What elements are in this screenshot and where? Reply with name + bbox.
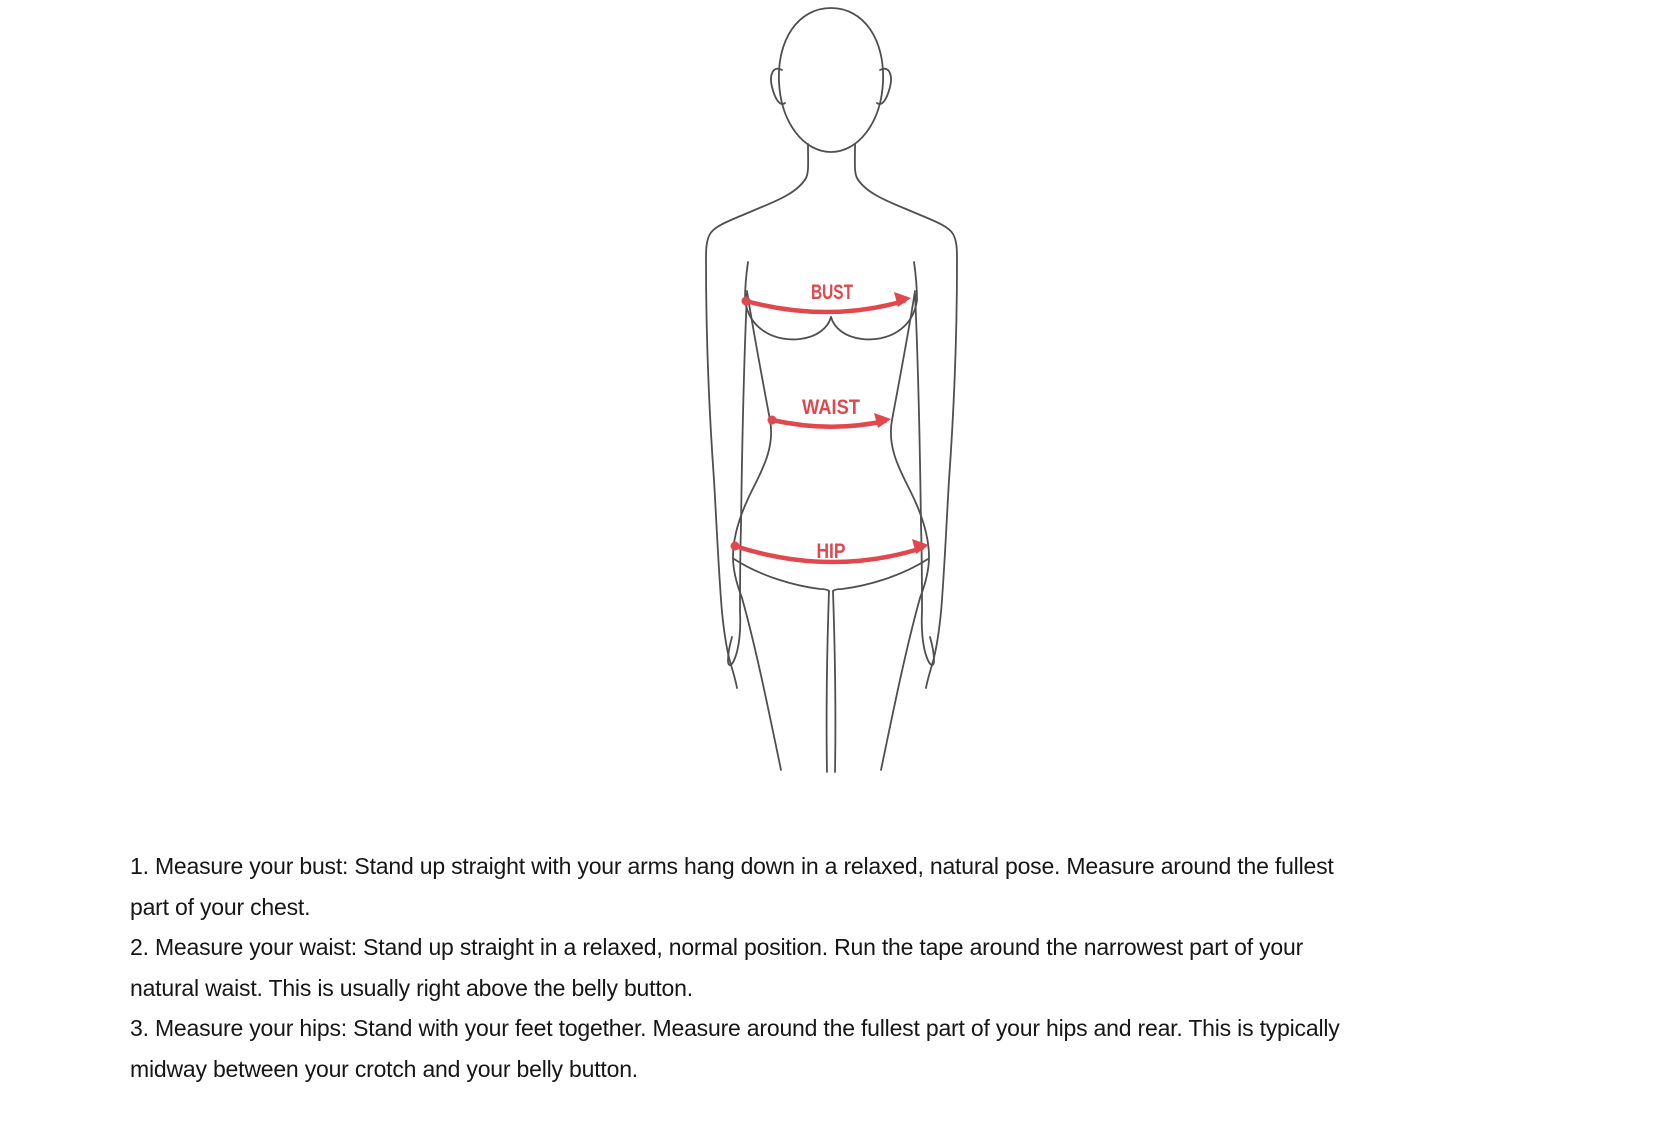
- head-outline: [779, 8, 883, 152]
- right-neck-shoulder-arm-outline: [855, 144, 957, 688]
- bust-label: BUST: [811, 281, 854, 304]
- waist-measurement: [768, 396, 892, 428]
- hip-measurement: [731, 539, 930, 563]
- waist-measure-line: [772, 420, 885, 427]
- bust-measurement: [742, 281, 912, 312]
- step-hips-line-2: midway between your crotch and your belly button.: [130, 1055, 638, 1082]
- waist-measure-start-dot: [768, 416, 777, 425]
- instruction-step-bust: [130, 846, 1550, 927]
- instruction-step-hips: [130, 1008, 1550, 1089]
- hip-label: HIP: [816, 540, 846, 563]
- right-inner-leg-outline: [833, 591, 835, 772]
- left-neck-shoulder-arm-outline: [706, 144, 808, 688]
- step-bust-line-2: part of your chest.: [130, 893, 311, 920]
- hip-measure-start-dot: [731, 542, 740, 551]
- bust-measure-start-dot: [742, 297, 751, 306]
- step-bust-line-1: 1. Measure your bust: Stand up straight with your arms hang down in a relaxed, natural pose. Measure around the fullest: [130, 853, 1334, 879]
- step-waist-line-2: natural waist. This is usually right above the belly button.: [130, 974, 693, 1001]
- left-pelvis-outline: [734, 559, 829, 591]
- step-waist-line-1: 2. Measure your waist: Stand up straight in a relaxed, normal position. Run the tape around the narrowest part of your: [130, 934, 1304, 960]
- instruction-step-waist: [130, 927, 1550, 1008]
- waist-measure-arrowhead: [874, 413, 891, 428]
- waist-label: WAIST: [802, 396, 861, 419]
- left-inner-leg-outline: [827, 591, 829, 772]
- body-outline: [706, 8, 957, 772]
- measurement-instructions: [130, 846, 1550, 1089]
- step-hips-line-1: 3. Measure your hips: Stand with your feet together. Measure around the fullest part of your hips and rear. This is typically: [130, 1015, 1340, 1041]
